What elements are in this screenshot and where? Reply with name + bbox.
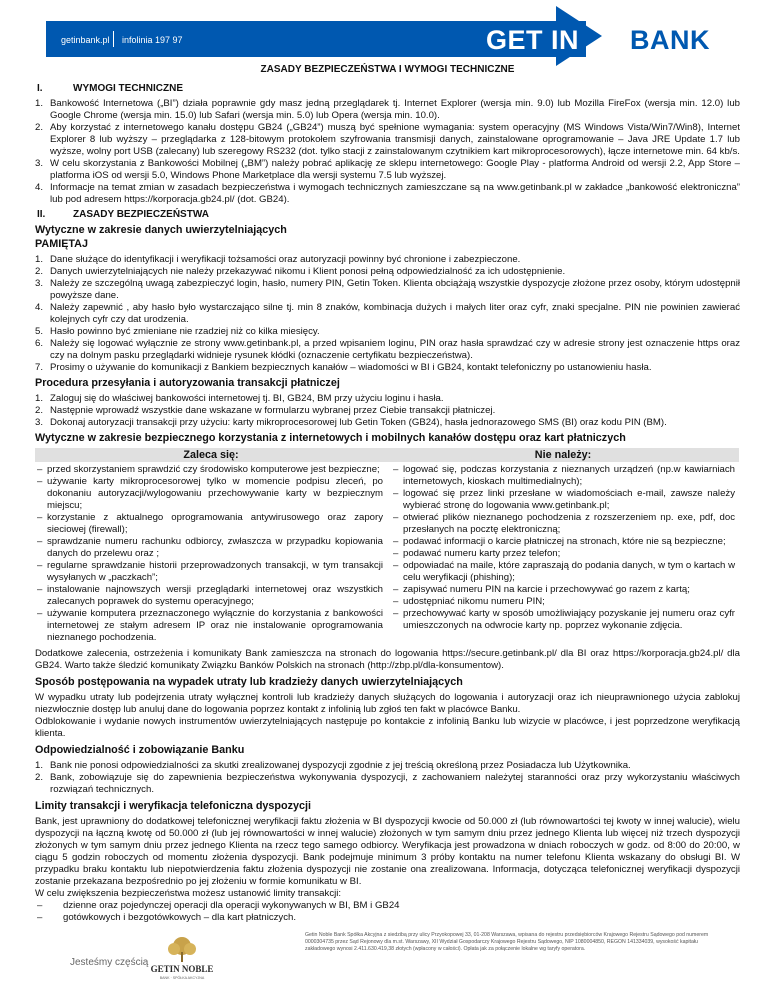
- limits-paragraph-1: Bank, jest uprawniony do dodatkowej telefonicznej weryfikacji faktu złożenia w BI dyspozycji kwocie od 50.000 zł (lub równowartości tej kwoty w innej walucie), wielu dyspozycji na łączną kwotę od 50.000 zł (lub jej równowartości w innej walucie) złożonych w tym samym dniu przez jednego Klienta lub więcej niż trzech dyspozycji złożonych w tym samym dniu przez jednego Klienta na rzecz tego samego odbiorcy. Weryfikacja jest prowadzona w dniach roboczych w godz. od 8:00 do 20:00, w ciągu 5 godzin roboczych od momentu złożenia dyspozycji. Bank podejmuje minimum 3 próby kontaktu na numer telefonu Klienta wskazany do obsługi BI. W przypadku braku kontaktu lub niepotwierdzenia faktu złożenia dyspozycji nie zostanie ona zrealizowana. Informacja, dotycząca telefonicznej weryfikacji dyspozycji zostanie przekazana bezpośrednio po jej złożeniu w formie komunikatu w BI.: [35, 816, 740, 887]
- procedure-list: [35, 393, 740, 429]
- list-item: 2. Następnie wprowadź wszystkie dane wskazane w formularzu wybranej przez Ciebie transakcji płatniczej.: [35, 405, 496, 416]
- part-of-label: Jesteśmy częścią: [70, 957, 149, 968]
- section-2-number: II.: [37, 209, 46, 220]
- recommended-header: Zaleca się:: [35, 448, 387, 462]
- list-item: 4. Należy zapewnić , aby hasło było wystarczająco silne tj. min 8 znaków, kombinacja dużych i małych liter oraz cyfr, znaki specjalne. PIN nie powinien zawierać kolejnych cyfr czy dat urodzenia.: [35, 302, 740, 325]
- loss-paragraph-2: Odblokowanie i wydanie nowych instrumentów uwierzytelniających następuje po kontakcie z infolinią Banku lub wizycie w placówce, i jest poprzedzone weryfikacją klienta.: [35, 716, 740, 739]
- remember-list: [35, 254, 740, 374]
- list-item: – logować się przez linki przesłane w wiadomościach e-mail, zawsze należy wybierać stronę do logowania www.getinbank.pl;: [393, 488, 735, 511]
- list-item: 1. Bank nie ponosi odpowiedzialności za skutki zrealizowanej dyspozycji zgodnie z jej treścią określoną przez Posiadacza lub Użytkownika.: [35, 760, 631, 771]
- list-item: – logować się, podczas korzystania z nieznanych urządzeń (np.w kawiarniach internetowych, kioskach multimedialnych);: [393, 464, 735, 487]
- list-item: 5. Hasło powinno być zmieniane nie rzadziej niż co kilka miesięcy.: [35, 326, 320, 337]
- list-item: 2. Danych uwierzytelniających nie należy przekazywać nikomu i Klient ponosi pełną odpowiedzialność za ich udostępnienie.: [35, 266, 566, 277]
- list-item: 2. Bank, zobowiązuje się do zapewnienia bezpieczeństwa wykonywania dyspozycji, z zachowaniem należytej staranności oraz przy wykorzystaniu właściwych rozwiązań technicznych.: [35, 772, 740, 795]
- procedure-heading: Procedura przesyłania i autoryzowania transakcji płatniczej: [35, 377, 340, 389]
- website-link[interactable]: getinbank.pl: [61, 35, 110, 45]
- not-allowed-header: Nie należy:: [387, 448, 739, 462]
- list-item: 4. Informacje na temat zmian w zasadach bezpieczeństwa i wymogach technicznych zamieszczane są na www.getinbank.pl w zakładce „bankowość elektroniczna” lub pod adresem https://korporacja.gb24.pl/ (dot. GB24).: [35, 182, 740, 205]
- recommended-column: [35, 448, 387, 646]
- guidelines-table: [35, 448, 740, 646]
- guidelines-note: Dodatkowe zalecenia, ostrzeżenia i komunikaty Bank zamieszcza na stronach do logowania https://secure.getinbank.pl/ dla BI oraz https://korporacja.gb24.pl/ dla GB24. Warto także śledzić komunikaty Związku Banków Polskich na stronach (http://zbp.pl/dla-konsumentow).: [35, 648, 740, 671]
- technical-requirements-list: [35, 98, 740, 206]
- logo-name: GETIN NOBLE: [150, 964, 214, 974]
- list-item: – zapisywać numeru PIN na karcie i przechowywać go razem z kartą;: [393, 584, 690, 595]
- logo-subtitle: BANK · SPÓŁKA AKCYJNA: [159, 976, 205, 980]
- section-1-title: WYMOGI TECHNICZNE: [73, 83, 183, 94]
- guidelines-heading: Wytyczne w zakresie bezpiecznego korzystania z internetowych i mobilnych kanałów dostępu oraz kart płatniczych: [35, 432, 626, 444]
- list-item: 3. Należy ze szczególną uwagą zabezpieczyć login, hasło, numery PIN, Getin Token. Klienta obciążają wszystkie dyspozycje złożone przez osoby, którym udostępnił powyższe dane.: [35, 278, 740, 301]
- list-item: – podawać numeru karty przez telefon;: [393, 548, 561, 559]
- list-item: 1. Dane służące do identyfikacji i weryfikacji tożsamości oraz autoryzacji powinny być chronione i zabezpieczone.: [35, 254, 521, 265]
- list-item: 3. W celu skorzystania z Bankowości Mobilnej („BM”) należy pobrać aplikację ze sklepu internetowego: Google Play - platforma Android od wersji 2.2, App Store – platforma iOS od wersji 5.0, Windows Phone Marketplace dla wersji systemu 7.5 lub wyższej.: [35, 158, 740, 181]
- list-item: – otwierać plików nieznanego pochodzenia z rozszerzeniem np. exe, pdf, doc przesłanych na pocztę elektroniczną;: [393, 512, 735, 535]
- remember-heading: PAMIĘTAJ: [35, 238, 88, 250]
- recommended-list: [37, 464, 383, 644]
- legal-text: Getin Noble Bank Spółka Akcyjna z siedzibą przy ulicy Przyokopowej 33, 01-208 Warszawa, wpisana do rejestru przedsiębiorców Krajowego Rejestru Sądowego pod numerem 0000304735 przez Sąd Rejonowy dla m.st. Warszawy, XII Wydział Gospodarczy Krajowego Rejestru Sądowego, NIP 1080004850, REGON 141334039, wysokość kapitału zakładowego wynosi 2.411.630.419,38 złotych (wpłacony w całości). Opłata jak za połączenie lokalne wg taryfy operatora.: [305, 932, 709, 952]
- loss-heading: Sposób postępowania na wypadek utraty lub kradzieży danych uwierzytelniających: [35, 676, 463, 688]
- list-item: – gotówkowych i bezgotówkowych – dla kart płatniczych.: [37, 912, 297, 923]
- page-footer: [0, 920, 768, 994]
- list-item: – używanie komputera przeznaczonego wyłącznie do korzystania z bankowości internetowej ze stałym adresem IP oraz nie instalowanie oprogramowania nieznanego pochodzenia.: [37, 608, 383, 643]
- section-2-heading: [35, 209, 740, 221]
- responsibility-heading: Odpowiedzialność i zobowiązanie Banku: [35, 744, 245, 756]
- document-title: ZASADY BEZPIECZEŃSTWA I WYMOGI TECHNICZNE: [260, 64, 515, 75]
- list-item: – instalowanie najnowszych wersji przeglądarki internetowej oraz wszystkich zalecanych poprawek do systemu operacyjnego;: [37, 584, 383, 607]
- list-item: – odpowiadać na maile, które zapraszają do podania danych, w tym o kartach w celu weryfikacji (phishing);: [393, 560, 735, 583]
- logo-bank: BANK: [630, 25, 710, 55]
- list-item: – przechowywać karty w sposób umożliwiający pozyskanie jej numeru oraz cyfr umieszczonych na odwrocie karty np. poprzez wykonanie zdjęcia.: [393, 608, 735, 631]
- loss-paragraph-1: W wypadku utraty lub podejrzenia utraty wyłącznej kontroli lub kradzieży danych służących do logowania i autoryzacji oraz ich nieuprawnionego użycia zablokuj niezwłocznie dostęp lub anuluj dane do logowania poprzez kontakt z infolinią lub zgłoś ten fakt w placówce Banku.: [35, 692, 740, 715]
- list-item: 7. Prosimy o używanie do komunikacji z Bankiem bezpiecznych kanałów – wiadomości w BI i GB24, kontakt telefoniczny po ustanowieniu hasła.: [35, 362, 652, 373]
- list-item: 3. Dokonaj autoryzacji transakcji przy użyciu: karty mikroprocesorowej lub Getin Token (GB24), hasła jednorazowego SMS (BI) oraz kodu PIN (BM).: [35, 417, 667, 428]
- hotline-link[interactable]: infolinia 197 97: [122, 35, 183, 45]
- list-item: – sprawdzanie numeru rachunku odbiorcy, zwłaszcza w przypadku kopiowania danych do przelewu oraz ;: [37, 536, 383, 559]
- section-1-heading: [35, 83, 740, 95]
- tree-icon: [147, 934, 217, 984]
- not-allowed-column: [387, 448, 739, 646]
- list-item: – przed skorzystaniem sprawdzić czy środowisko komputerowe jest bezpieczne;: [37, 464, 380, 475]
- list-item: – dzienne oraz pojedynczej operacji dla operacji wykonywanych w BI, BM i GB24: [37, 900, 400, 911]
- section-2-title: ZASADY BEZPIECZEŃSTWA: [73, 209, 209, 220]
- credentials-heading: Wytyczne w zakresie danych uwierzytelniających: [35, 224, 287, 236]
- limits-heading: Limity transakcji i weryfikacja telefoniczna dyspozycji: [35, 800, 312, 812]
- list-item: 1. Bankowość Internetowa („BI”) działa poprawnie gdy masz jedną przeglądarek tj. Internet Explorer (wersja min. 9.0) lub Mozilla FireFox (wersja min. 12.0) lub Google Chrome (wersja min. 15.0) lub Safari (wersja min. 5.0) lub Opera (wersja min. 10.0).: [35, 98, 740, 121]
- list-item: – udostępniać nikomu numeru PIN;: [393, 596, 545, 607]
- list-item: – korzystanie z aktualnego oprogramowania antywirusowego oraz zapory sieciowej (firewall);: [37, 512, 383, 535]
- document-body: [35, 64, 740, 924]
- list-item: 2. Aby korzystać z internetowego kanału dostępu GB24 („GB24”) muszą być spełnione wymagania: system operacyjny (MS Windows Vista/Win7/Win8), Internet Explorer 8 lub wyższy – przeglądarka z 128-bitowym protokołem szyfrowania transmisji danych, zainstalowane oprogramowanie – Java JRE Update 1.7 lub wyższe, wolny port USB (zalecany) lub szeregowy RS232 (dot. tylko stacji z zainstalowanym czytnikiem kart mikroprocesorowych), łącze internetowe min. 64 kb/s.: [35, 122, 740, 157]
- list-item: 1. Zaloguj się do właściwej bankowości internetowej tj. BI, GB24, BM przy użyciu loginu i hasła.: [35, 393, 444, 404]
- list-item: – regularne sprawdzanie historii przeprowadzonych transakcji, w tym transakcji wysyłanych w „paczkach”;: [37, 560, 383, 583]
- section-1-number: I.: [37, 83, 43, 94]
- limits-paragraph-2: W celu zwiększenia bezpieczeństwa możesz ustanowić limity transakcji:: [35, 888, 342, 899]
- list-item: 6. Należy się logować wyłącznie ze strony www.getinbank.pl, a przed wpisaniem loginu, PIN oraz hasła sprawdzać czy w adresie strony jest oznaczenie https oraz czy na dolnym pasku przeglądarki widnieje rysunek kłódki (oznaczenie certyfikatu bezpieczeństwa).: [35, 338, 740, 361]
- list-item: – używanie karty mikroprocesorowej tylko w momencie podpisu zleceń, po dokonaniu autoryzacji/wylogowaniu przechowywanie karty w bezpiecznym miejscu;: [37, 476, 383, 511]
- list-item: – podawać informacji o karcie płatniczej na stronach, które nie są bezpieczne;: [393, 536, 726, 547]
- logo-getin: GET IN: [486, 25, 580, 55]
- responsibility-list: [35, 760, 740, 796]
- getin-noble-logo: [147, 934, 217, 984]
- not-allowed-list: [393, 464, 735, 632]
- header-separator: [113, 31, 114, 47]
